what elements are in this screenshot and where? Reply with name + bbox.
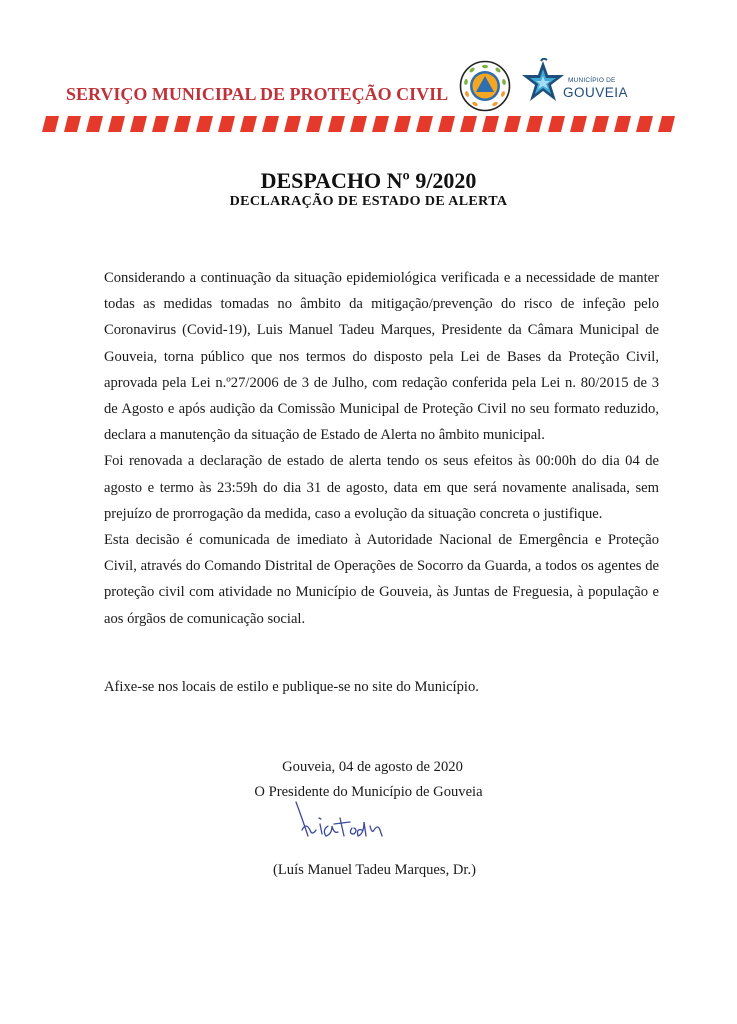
stripe-segment [284, 116, 301, 132]
gouveia-logo-small-text: MUNICÍPIO DE [568, 77, 616, 84]
stripe-segment [152, 116, 169, 132]
stripe-segment [460, 116, 477, 132]
stripe-segment [262, 116, 279, 132]
stripe-segment [86, 116, 103, 132]
document-body [104, 265, 659, 632]
stripe-segment [614, 116, 631, 132]
stripe-segment [394, 116, 411, 132]
body-paragraph: Esta decisão é comunicada de imediato à Autoridade Nacional de Emergência e Proteção Civil, através do Comando Distrital de Operações de Socorro da Guarda, a todos os agentes de proteção civil com atividade no Município de Gouveia, às Juntas de Freguesia, à população e aos órgãos de comunicação social. [104, 532, 659, 627]
stripe-segment [372, 116, 389, 132]
stripe-segment [658, 116, 675, 132]
handwritten-signature [292, 800, 412, 850]
stripe-segment [108, 116, 125, 132]
stripe-segment [328, 116, 345, 132]
document-title: DESPACHO Nº 9/2020 [260, 168, 477, 193]
stripe-segment [130, 116, 147, 132]
stripe-segment [592, 116, 609, 132]
document-subtitle: DECLARAÇÃO DE ESTADO DE ALERTA [229, 194, 508, 209]
body-paragraph: Considerando a continuação da situação epidemiológica verificada e a necessidade de manter todas as medidas tomadas no âmbito da mitigação/prevenção do risco de infeção pelo Coronavirus (Covid-19), Luis Manuel Tadeu Marques, Presidente da Câmara Municipal de Gouveia, torna público que nos termos do disposto pela Lei de Bases da Proteção Civil, aprovada pela Lei n.º27/2006 de 3 de Julho, com redação conferida pela Lei n. 80/2015 de 3 de Agosto e após audição da Comissão Municipal de Proteção Civil no seu formato reduzido, declara a manutenção da situação de Estado de Alerta no âmbito municipal. [104, 270, 659, 444]
gouveia-logo-text: GOUVEIA [563, 85, 629, 100]
civil-protection-logo [459, 60, 511, 112]
stripe-segment [240, 116, 257, 132]
stripe-segment [416, 116, 433, 132]
stripe-segment [196, 116, 213, 132]
stripe-segment [636, 116, 653, 132]
signer-name: (Luís Manuel Tadeu Marques, Dr.) [273, 862, 476, 878]
stripe-segment [174, 116, 191, 132]
stripe-segment [570, 116, 587, 132]
stripe-segment [218, 116, 235, 132]
body-paragraph: Foi renovada a declaração de estado de alerta tendo os seus efeitos às 00:00h do dia 04 de agosto e termo às 23:59h do dia 31 de agosto, data em que será novamente analisada, sem prejuízo de prorrogação da medida, caso a evolução da situação concreta o justifique. [104, 453, 659, 522]
stripe-segment [482, 116, 499, 132]
stripe-segment [526, 116, 543, 132]
stripe-segment [504, 116, 521, 132]
stripe-segment [306, 116, 323, 132]
header-title: SERVIÇO MUNICIPAL DE PROTEÇÃO CIVIL [66, 84, 449, 104]
stripe-segment [350, 116, 367, 132]
place-and-date: Gouveia, 04 de agosto de 2020 [282, 759, 463, 775]
stripe-segment [438, 116, 455, 132]
header-stripe-divider [40, 114, 690, 134]
closing-statement: Afixe-se nos locais de estilo e publique-se no site do Município. [104, 679, 479, 695]
stripe-segment [548, 116, 565, 132]
signer-role: O Presidente do Município de Gouveia [254, 784, 483, 800]
stripe-segment [64, 116, 81, 132]
stripe-segment [42, 116, 59, 132]
